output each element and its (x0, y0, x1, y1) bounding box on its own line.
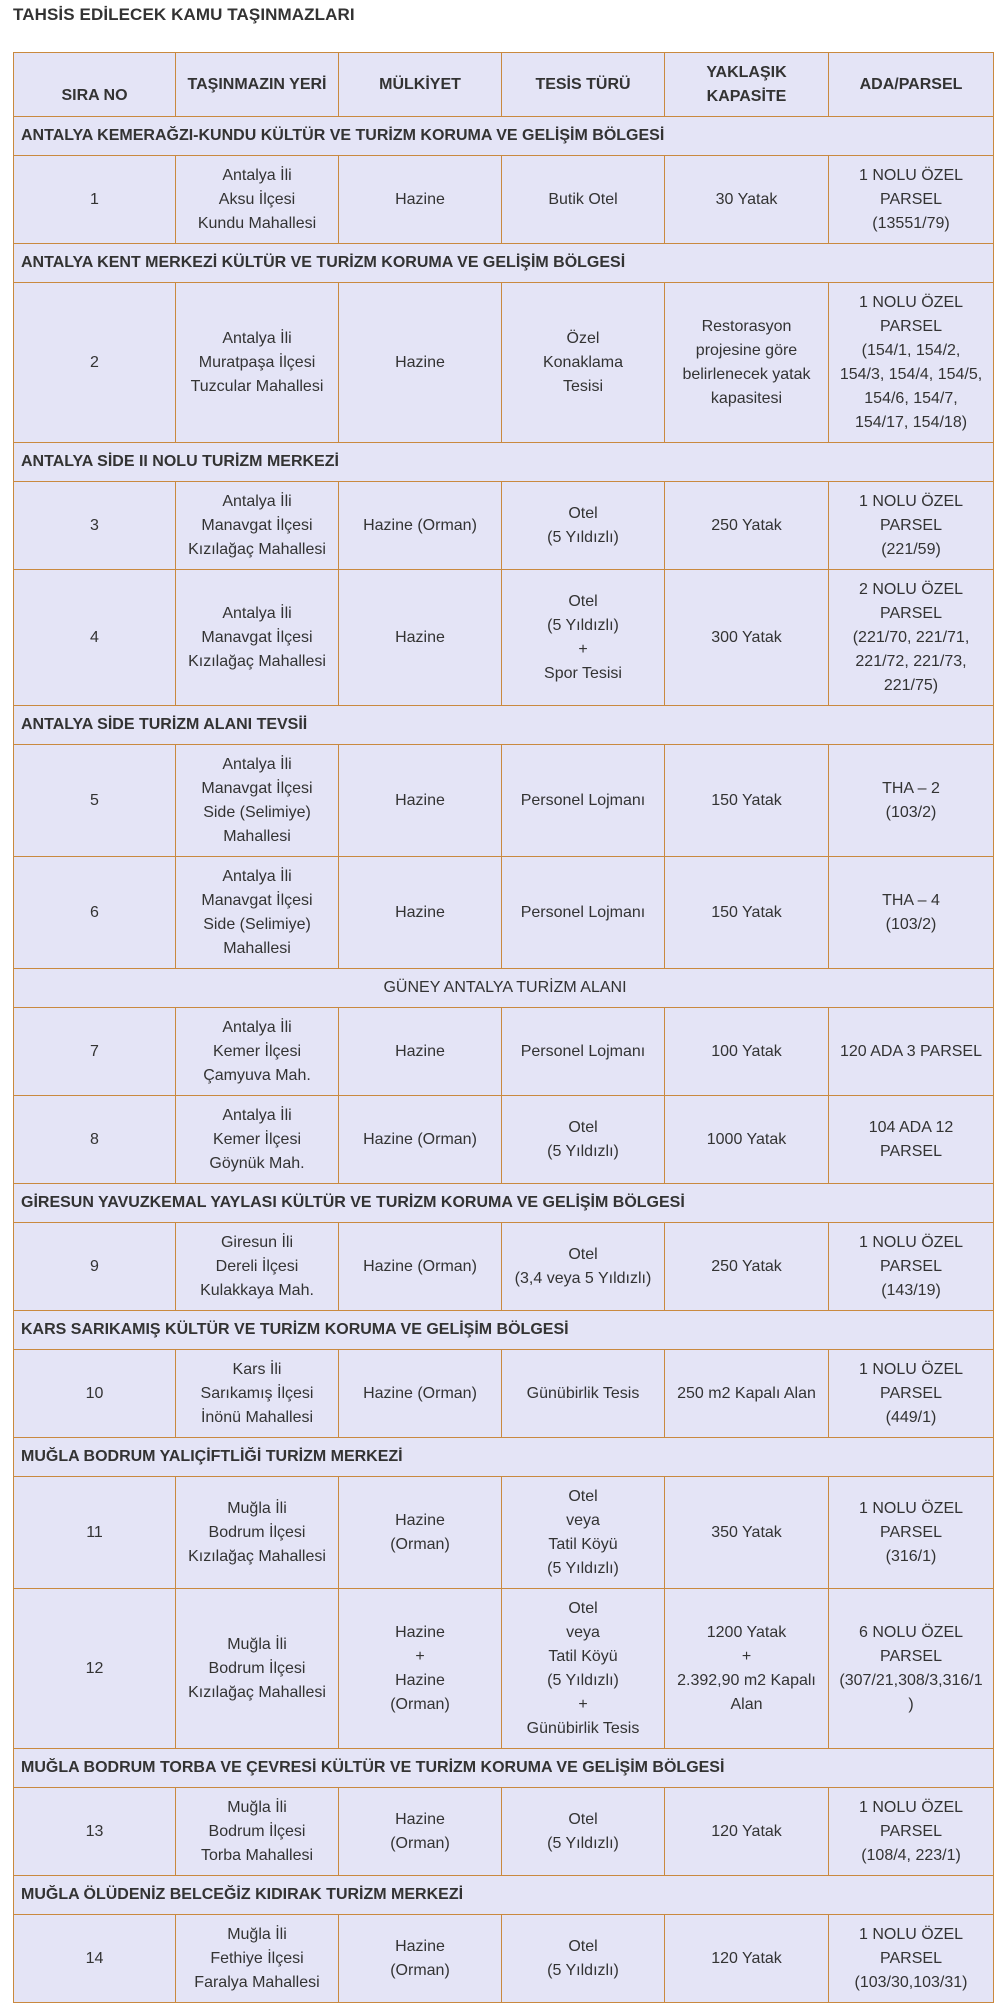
capacity-cell-line: Restorasyon (701, 317, 792, 335)
location-cell-line: Muğla İli (227, 1798, 287, 1816)
capacity-cell-line: 1000 Yatak (706, 1130, 787, 1148)
parcel-cell (829, 1915, 994, 2003)
location-cell-line: Antalya İli (222, 1106, 292, 1124)
parcel-cell-line: 154/17, 154/18) (854, 413, 968, 431)
ownership-cell-line: (Orman) (390, 1961, 450, 1979)
location-cell (176, 570, 339, 706)
capacity-cell-line: 120 Yatak (711, 1949, 782, 1967)
location-cell-line: Göynük Mah. (209, 1154, 305, 1172)
parcel-cell-line: (13551/79) (872, 214, 950, 232)
location-cell-line: Manavgat İlçesi (201, 628, 313, 646)
table-row (14, 482, 994, 570)
parcel-cell-line: (103/30,103/31) (854, 1973, 968, 1991)
parcel-cell-line: PARSEL (880, 1647, 942, 1665)
sira-no-cell: 10 (14, 1350, 176, 1438)
parcel-cell (829, 283, 994, 443)
location-cell-line: Fethiye İlçesi (210, 1949, 304, 1967)
capacity-cell (665, 1350, 829, 1438)
parcel-cell-line: (221/70, 221/71, (852, 628, 970, 646)
facility-type-cell-line: Otel (568, 1118, 598, 1136)
location-cell-line: Bodrum İlçesi (208, 1523, 306, 1541)
facility-type-cell-line: Butik Otel (548, 190, 618, 208)
parcel-cell (829, 745, 994, 857)
facility-type-cell-line: (5 Yıldızlı) (547, 1559, 619, 1577)
facility-type-cell-line: Konaklama (542, 353, 624, 371)
capacity-cell (665, 570, 829, 706)
capacity-cell (665, 1096, 829, 1184)
capacity-cell-line: 250 m2 Kapalı Alan (677, 1384, 816, 1402)
location-cell (176, 1788, 339, 1876)
capacity-cell-line: 350 Yatak (711, 1523, 782, 1541)
ownership-cell-line: Hazine (395, 1671, 445, 1689)
sira-no-cell: 9 (14, 1223, 176, 1311)
facility-type-cell-line: Günübirlik Tesis (526, 1719, 640, 1737)
location-cell-line: Kundu Mahallesi (197, 214, 317, 232)
ownership-cell (339, 1477, 502, 1589)
parcel-cell-line: PARSEL (880, 516, 942, 534)
sira-no-cell: 7 (14, 1008, 176, 1096)
location-cell-line: Kulakkaya Mah. (200, 1281, 314, 1299)
location-cell-line: Muğla İli (227, 1925, 287, 1943)
ownership-cell-line: + (415, 1647, 425, 1665)
location-cell-line: Kars İli (232, 1360, 282, 1378)
parcel-cell-line: 221/75) (883, 676, 939, 694)
ownership-cell (339, 570, 502, 706)
region-title: ANTALYA KEMERAĞZI-KUNDU KÜLTÜR VE TURİZM KORUMA VE GELİŞİM BÖLGESİ (14, 117, 994, 156)
region-row (14, 117, 994, 156)
location-cell-line: Torba Mahallesi (200, 1846, 314, 1864)
page-title: TAHSİS EDİLECEK KAMU TAŞINMAZLARI (13, 5, 355, 24)
parcel-cell-line: PARSEL (880, 1949, 942, 1967)
facility-type-cell-line: Otel (568, 1487, 598, 1505)
capacity-cell (665, 1589, 829, 1749)
sira-no-cell: 13 (14, 1788, 176, 1876)
location-cell-line: Muğla İli (227, 1635, 287, 1653)
facility-type-cell-line: Otel (568, 1599, 598, 1617)
parcel-cell-line: 1 NOLU ÖZEL (858, 1798, 964, 1816)
parcel-cell-line: (449/1) (885, 1408, 937, 1426)
ownership-cell (339, 1350, 502, 1438)
facility-type-cell-line: (5 Yıldızlı) (547, 1961, 619, 1979)
location-cell-line: Antalya İli (222, 867, 292, 885)
location-cell (176, 857, 339, 969)
parcel-cell-line: (316/1) (885, 1547, 937, 1565)
location-cell-line: Kızılağaç Mahallesi (188, 540, 326, 558)
facility-type-cell (502, 283, 665, 443)
parcel-cell-line: 104 ADA 12 (868, 1118, 954, 1136)
ownership-cell (339, 1589, 502, 1749)
capacity-cell-line: 300 Yatak (711, 628, 782, 646)
location-cell (176, 482, 339, 570)
facility-type-cell (502, 1008, 665, 1096)
parcel-cell (829, 1350, 994, 1438)
ownership-cell (339, 1096, 502, 1184)
facility-type-cell (502, 857, 665, 969)
facility-type-cell-line: Spor Tesisi (544, 664, 622, 682)
sira-no-cell: 8 (14, 1096, 176, 1184)
facility-type-cell-line: Tatil Köyü (548, 1647, 618, 1665)
parcel-cell-line: 1 NOLU ÖZEL (858, 1233, 964, 1251)
facility-type-cell-line: (5 Yıldızlı) (547, 1671, 619, 1689)
facility-type-cell-line: + (578, 640, 588, 658)
header-tasinmaz-yeri: TAŞINMAZIN YERİ (176, 53, 339, 117)
region-row (14, 706, 994, 745)
location-cell-line: Giresun İli (220, 1233, 294, 1251)
location-cell-line: Antalya İli (222, 166, 292, 184)
parcel-cell-line: 1 NOLU ÖZEL (858, 1499, 964, 1517)
location-cell (176, 1589, 339, 1749)
ownership-cell (339, 482, 502, 570)
location-cell-line: Dereli İlçesi (215, 1257, 299, 1275)
region-title: MUĞLA BODRUM TORBA VE ÇEVRESİ KÜLTÜR VE TURİZM KORUMA VE GELİŞİM BÖLGESİ (14, 1749, 994, 1788)
facility-type-cell (502, 1477, 665, 1589)
sira-no-cell: 12 (14, 1589, 176, 1749)
location-cell (176, 1008, 339, 1096)
capacity-cell (665, 283, 829, 443)
ownership-cell (339, 1915, 502, 2003)
parcel-cell-line: THA – 4 (882, 891, 940, 909)
location-cell-line: Manavgat İlçesi (201, 516, 313, 534)
location-cell-line: Mahallesi (223, 827, 291, 845)
facility-type-cell (502, 745, 665, 857)
parcel-cell (829, 570, 994, 706)
capacity-cell (665, 156, 829, 244)
sira-no-cell: 5 (14, 745, 176, 857)
facility-type-cell-line: Günübirlik Tesis (526, 1384, 640, 1402)
ownership-cell-line: (Orman) (390, 1834, 450, 1852)
parcel-cell-line: (154/1, 154/2, (861, 341, 961, 359)
location-cell (176, 1915, 339, 2003)
parcel-cell-line: 154/3, 154/4, 154/5, (839, 365, 983, 383)
ownership-cell (339, 745, 502, 857)
parcel-cell (829, 1477, 994, 1589)
capacity-cell-line: Alan (730, 1695, 763, 1713)
header-row (14, 53, 994, 117)
facility-type-cell (502, 1915, 665, 2003)
capacity-cell (665, 1788, 829, 1876)
region-title: GİRESUN YAVUZKEMAL YAYLASI KÜLTÜR VE TURİZM KORUMA VE GELİŞİM BÖLGESİ (14, 1184, 994, 1223)
table-row (14, 570, 994, 706)
location-cell (176, 1223, 339, 1311)
location-cell-line: Antalya İli (222, 1018, 292, 1036)
location-cell-line: Antalya İli (222, 755, 292, 773)
location-cell-line: Manavgat İlçesi (201, 891, 313, 909)
parcel-cell-line: (108/4, 223/1) (861, 1846, 961, 1864)
table-row (14, 1096, 994, 1184)
region-title: GÜNEY ANTALYA TURİZM ALANI (14, 969, 994, 1008)
location-cell (176, 745, 339, 857)
facility-type-cell (502, 1350, 665, 1438)
parcel-cell-line: (103/2) (885, 915, 937, 933)
location-cell-line: Kemer İlçesi (212, 1130, 302, 1148)
sira-no-cell: 11 (14, 1477, 176, 1589)
region-row (14, 244, 994, 283)
location-cell-line: Kızılağaç Mahallesi (188, 652, 326, 670)
parcel-cell-line: 1 NOLU ÖZEL (858, 492, 964, 510)
capacity-cell-line: + (741, 1647, 752, 1665)
location-cell-line: Tuzcular Mahallesi (190, 377, 324, 395)
sira-no-cell: 2 (14, 283, 176, 443)
ownership-cell-line: Hazine (395, 628, 445, 646)
location-cell-line: Manavgat İlçesi (201, 779, 313, 797)
location-cell-line: Side (Selimiye) (203, 915, 311, 933)
table-row (14, 1477, 994, 1589)
header-yaklasik-kapasite: YAKLAŞIK KAPASİTE (665, 53, 829, 117)
ownership-cell (339, 283, 502, 443)
parcel-cell (829, 1788, 994, 1876)
facility-type-cell-line: Personel Lojmanı (520, 1042, 646, 1060)
facility-type-cell (502, 1788, 665, 1876)
facility-type-cell-line: + (578, 1695, 588, 1713)
facility-type-cell-line: (5 Yıldızlı) (547, 528, 619, 546)
parcel-cell-line: PARSEL (880, 1822, 942, 1840)
facility-type-cell-line: Otel (568, 1937, 598, 1955)
ownership-cell-line: (Orman) (390, 1535, 450, 1553)
parcel-cell-line: (103/2) (885, 803, 937, 821)
region-row (14, 969, 994, 1008)
facility-type-cell-line: Personel Lojmanı (520, 903, 646, 921)
facility-type-cell-line: (5 Yıldızlı) (547, 1142, 619, 1160)
location-cell (176, 1350, 339, 1438)
region-row (14, 1184, 994, 1223)
capacity-cell (665, 857, 829, 969)
facility-type-cell-line: Otel (568, 1810, 598, 1828)
ownership-cell-line: Hazine (395, 353, 445, 371)
facility-type-cell (502, 482, 665, 570)
capacity-cell (665, 1223, 829, 1311)
ownership-cell-line: Hazine (395, 190, 445, 208)
parcel-cell-line: PARSEL (880, 317, 942, 335)
table-row (14, 283, 994, 443)
parcel-cell (829, 1008, 994, 1096)
facility-type-cell-line: Tatil Köyü (548, 1535, 618, 1553)
location-cell-line: Muğla İli (227, 1499, 287, 1517)
parcel-cell-line: ) (908, 1695, 914, 1713)
capacity-cell (665, 1008, 829, 1096)
facility-type-cell-line: (5 Yıldızlı) (547, 616, 619, 634)
location-cell-line: Antalya İli (222, 329, 292, 347)
region-title: ANTALYA KENT MERKEZİ KÜLTÜR VE TURİZM KORUMA VE GELİŞİM BÖLGESİ (14, 244, 994, 283)
property-table (13, 52, 994, 2003)
location-cell-line: Kızılağaç Mahallesi (188, 1547, 326, 1565)
capacity-cell-line: 250 Yatak (711, 1257, 782, 1275)
capacity-cell-line: belirlenecek yatak (682, 365, 811, 383)
table-row (14, 745, 994, 857)
location-cell-line: Antalya İli (222, 604, 292, 622)
region-title: KARS SARIKAMIŞ KÜLTÜR VE TURİZM KORUMA VE GELİŞİM BÖLGESİ (14, 1311, 994, 1350)
parcel-cell-line: PARSEL (880, 1257, 942, 1275)
facility-type-cell-line: veya (566, 1623, 600, 1641)
ownership-cell-line: Hazine (395, 1623, 445, 1641)
facility-type-cell-line: (3,4 veya 5 Yıldızlı) (514, 1269, 652, 1287)
region-title: ANTALYA SİDE II NOLU TURİZM MERKEZİ (14, 443, 994, 482)
header-mulkiyet: MÜLKİYET (339, 53, 502, 117)
facility-type-cell (502, 1223, 665, 1311)
parcel-cell-line: (143/19) (881, 1281, 941, 1299)
header-ada-parsel: ADA/PARSEL (829, 53, 994, 117)
ownership-cell-line: Hazine (Orman) (363, 516, 477, 534)
facility-type-cell-line: veya (566, 1511, 600, 1529)
ownership-cell-line: Hazine (Orman) (363, 1130, 477, 1148)
table-row (14, 1223, 994, 1311)
region-row (14, 443, 994, 482)
region-title: ANTALYA SİDE TURİZM ALANI TEVSİİ (14, 706, 994, 745)
parcel-cell (829, 156, 994, 244)
facility-type-cell (502, 156, 665, 244)
capacity-cell-line: 250 Yatak (711, 516, 782, 534)
location-cell-line: İnönü Mahallesi (200, 1408, 314, 1426)
capacity-cell-line: 100 Yatak (711, 1042, 782, 1060)
location-cell-line: Antalya İli (222, 492, 292, 510)
location-cell-line: Aksu İlçesi (218, 190, 296, 208)
parcel-cell-line: 120 ADA 3 PARSEL (839, 1042, 982, 1060)
table-row (14, 1589, 994, 1749)
facility-type-cell-line: Personel Lojmanı (520, 791, 646, 809)
table-row (14, 1350, 994, 1438)
ownership-cell-line: Hazine (395, 1937, 445, 1955)
location-cell-line: Sarıkamış İlçesi (200, 1384, 314, 1402)
capacity-cell (665, 1915, 829, 2003)
ownership-cell (339, 1223, 502, 1311)
capacity-cell (665, 482, 829, 570)
capacity-cell (665, 745, 829, 857)
location-cell-line: Kemer İlçesi (212, 1042, 302, 1060)
location-cell-line: Çamyuva Mah. (203, 1066, 311, 1084)
facility-type-cell-line: Tesisi (562, 377, 603, 395)
region-row (14, 1749, 994, 1788)
ownership-cell (339, 1788, 502, 1876)
capacity-cell-line: 150 Yatak (711, 791, 782, 809)
ownership-cell-line: Hazine (Orman) (363, 1384, 477, 1402)
region-title: MUĞLA BODRUM YALIÇİFTLİĞİ TURİZM MERKEZİ (14, 1438, 994, 1477)
location-cell-line: Bodrum İlçesi (208, 1659, 306, 1677)
region-title: MUĞLA ÖLÜDENİZ BELCEĞİZ KIDIRAK TURİZM MERKEZİ (14, 1876, 994, 1915)
parcel-cell-line: PARSEL (880, 190, 942, 208)
parcel-cell-line: 1 NOLU ÖZEL (858, 293, 964, 311)
parcel-cell-line: (221/59) (881, 540, 941, 558)
parcel-cell-line: 1 NOLU ÖZEL (858, 1925, 964, 1943)
location-cell (176, 283, 339, 443)
parcel-cell-line: PARSEL (880, 604, 942, 622)
location-cell-line: Kızılağaç Mahallesi (188, 1683, 326, 1701)
table-row (14, 1008, 994, 1096)
facility-type-cell-line: Otel (568, 504, 598, 522)
header-tesis-turu: TESİS TÜRÜ (502, 53, 665, 117)
parcel-cell-line: PARSEL (880, 1384, 942, 1402)
facility-type-cell (502, 570, 665, 706)
sira-no-cell: 14 (14, 1915, 176, 2003)
table-row (14, 1788, 994, 1876)
facility-type-cell-line: (5 Yıldızlı) (547, 1834, 619, 1852)
parcel-cell (829, 1096, 994, 1184)
parcel-cell-line: THA – 2 (882, 779, 940, 797)
capacity-cell (665, 1477, 829, 1589)
capacity-cell-line: kapasitesi (710, 389, 783, 407)
ownership-cell-line: Hazine (395, 903, 445, 921)
parcel-cell-line: (307/21,308/3,316/1 (839, 1671, 983, 1689)
sira-no-cell: 3 (14, 482, 176, 570)
location-cell-line: Faralya Mahallesi (194, 1973, 320, 1991)
parcel-cell-line: PARSEL (880, 1142, 942, 1160)
table-row (14, 857, 994, 969)
capacity-cell-line: 150 Yatak (711, 903, 782, 921)
ownership-cell-line: Hazine (395, 1511, 445, 1529)
location-cell-line: Side (Selimiye) (203, 803, 311, 821)
table-body (14, 117, 994, 2003)
region-row (14, 1311, 994, 1350)
ownership-cell-line: Hazine (395, 791, 445, 809)
table-row (14, 156, 994, 244)
ownership-cell-line: Hazine (Orman) (363, 1257, 477, 1275)
facility-type-cell (502, 1589, 665, 1749)
facility-type-cell-line: Otel (568, 592, 598, 610)
table-row (14, 1915, 994, 2003)
parcel-cell (829, 482, 994, 570)
header-sira-no: SIRA NO (14, 53, 176, 117)
sira-no-cell: 4 (14, 570, 176, 706)
parcel-cell-line: 1 NOLU ÖZEL (858, 166, 964, 184)
sira-no-cell: 6 (14, 857, 176, 969)
facility-type-cell-line: Özel (566, 329, 600, 347)
location-cell-line: Bodrum İlçesi (208, 1822, 306, 1840)
parcel-cell-line: 154/6, 154/7, (864, 389, 958, 407)
ownership-cell-line: Hazine (395, 1042, 445, 1060)
facility-type-cell (502, 1096, 665, 1184)
parcel-cell (829, 857, 994, 969)
ownership-cell-line: (Orman) (390, 1695, 450, 1713)
location-cell-line: Muratpaşa İlçesi (198, 353, 316, 371)
facility-type-cell-line: Otel (568, 1245, 598, 1263)
capacity-cell-line: 1200 Yatak (706, 1623, 787, 1641)
capacity-cell-line: projesine göre (695, 341, 798, 359)
parcel-cell-line: 221/72, 221/73, (855, 652, 967, 670)
parcel-cell (829, 1223, 994, 1311)
ownership-cell (339, 156, 502, 244)
location-cell (176, 1477, 339, 1589)
ownership-cell (339, 1008, 502, 1096)
location-cell-line: Mahallesi (223, 939, 291, 957)
parcel-cell-line: PARSEL (880, 1523, 942, 1541)
sira-no-cell: 1 (14, 156, 176, 244)
ownership-cell (339, 857, 502, 969)
ownership-cell-line: Hazine (395, 1810, 445, 1828)
location-cell (176, 1096, 339, 1184)
parcel-cell-line: 1 NOLU ÖZEL (858, 1360, 964, 1378)
capacity-cell-line: 120 Yatak (711, 1822, 782, 1840)
capacity-cell-line: 2.392,90 m2 Kapalı (677, 1671, 816, 1689)
location-cell (176, 156, 339, 244)
parcel-cell-line: 6 NOLU ÖZEL (858, 1623, 964, 1641)
region-row (14, 1438, 994, 1477)
parcel-cell-line: 2 NOLU ÖZEL (858, 580, 964, 598)
region-row (14, 1876, 994, 1915)
parcel-cell (829, 1589, 994, 1749)
capacity-cell-line: 30 Yatak (715, 190, 778, 208)
